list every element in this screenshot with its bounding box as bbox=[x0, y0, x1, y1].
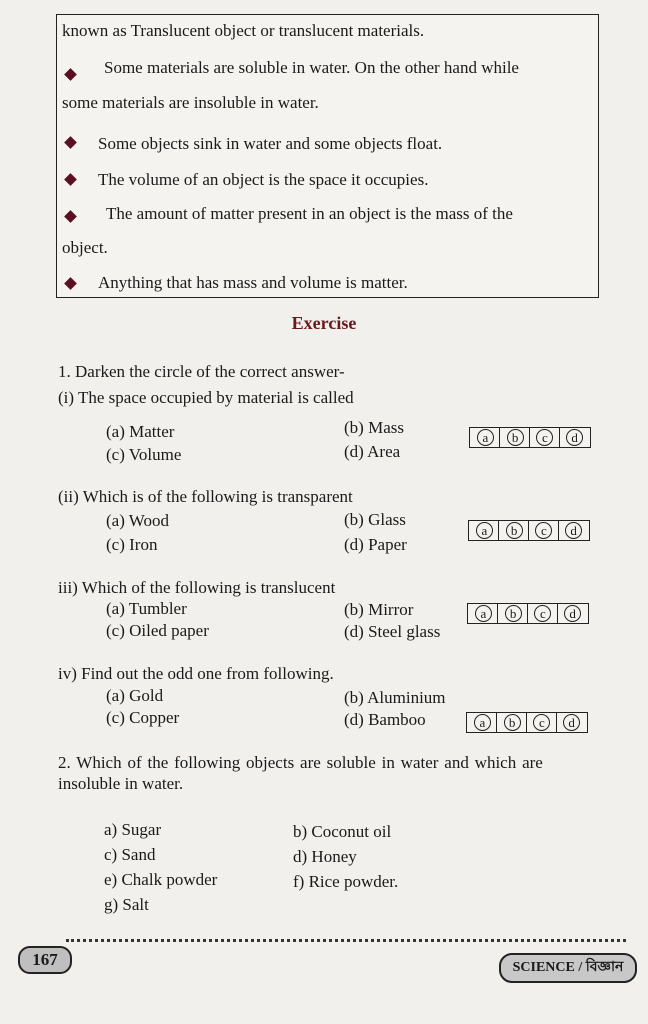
answer-circle-b[interactable]: b bbox=[506, 522, 523, 539]
question-text: iv) Find out the odd one from following. bbox=[58, 664, 334, 683]
question-text-cont: insoluble in water. bbox=[58, 774, 184, 793]
answer-circle-c[interactable]: c bbox=[535, 522, 552, 539]
answer-circle-c[interactable]: c bbox=[536, 429, 553, 446]
page-number: 167 bbox=[18, 946, 72, 974]
option-c: (c) Volume bbox=[106, 445, 182, 464]
summary-bullet: Anything that has mass and volume is matter. bbox=[98, 273, 408, 292]
question-text: (ii) Which is of the following is transparent bbox=[58, 487, 353, 506]
summary-bullet: Some materials are soluble in water. On the other hand while bbox=[104, 58, 519, 77]
question-text: (i) The space occupied by material is called bbox=[58, 388, 354, 407]
option-a: (a) Matter bbox=[106, 422, 175, 441]
option-c: (c) Iron bbox=[106, 535, 158, 554]
answer-options bbox=[467, 603, 589, 624]
answer-circle-d[interactable]: d bbox=[565, 522, 582, 539]
option-d: (d) Bamboo bbox=[344, 710, 426, 729]
answer-circle-d[interactable]: d bbox=[563, 714, 580, 731]
answer-circle-c[interactable]: c bbox=[533, 714, 550, 731]
option-a: (a) Gold bbox=[106, 686, 164, 705]
list-item: d) Honey bbox=[293, 847, 357, 866]
summary-line: known as Translucent object or translucent materials. bbox=[62, 21, 425, 40]
summary-bullet-cont: object. bbox=[62, 238, 108, 257]
option-a: (a) Wood bbox=[106, 511, 169, 530]
option-c: (c) Oiled paper bbox=[106, 621, 209, 640]
summary-bullet: The volume of an object is the space it occupies. bbox=[98, 170, 429, 189]
answer-circle-b[interactable]: b bbox=[505, 605, 522, 622]
list-item: a) Sugar bbox=[104, 820, 162, 839]
list-item: f) Rice powder. bbox=[293, 872, 399, 891]
answer-circle-a[interactable]: a bbox=[474, 714, 491, 731]
list-item: c) Sand bbox=[104, 845, 156, 864]
list-item: g) Salt bbox=[104, 895, 149, 914]
subject-label: SCIENCE / বিজ্ঞান bbox=[499, 953, 637, 983]
footer-divider bbox=[66, 939, 626, 942]
option-d: (d) Paper bbox=[344, 535, 407, 554]
answer-options bbox=[466, 712, 588, 733]
list-item: b) Coconut oil bbox=[293, 822, 392, 841]
option-d: (d) Area bbox=[344, 442, 401, 461]
answer-circle-a[interactable]: a bbox=[477, 429, 494, 446]
answer-circle-d[interactable]: d bbox=[564, 605, 581, 622]
option-d: (d) Steel glass bbox=[344, 622, 441, 641]
question-text: 2. Which of the following objects are soluble in water and which are bbox=[58, 753, 543, 772]
answer-circle-d[interactable]: d bbox=[566, 429, 583, 446]
option-b: (b) Mass bbox=[344, 418, 404, 437]
list-item: e) Chalk powder bbox=[104, 870, 218, 889]
exercise-title: Exercise bbox=[291, 313, 357, 333]
answer-circle-a[interactable]: a bbox=[476, 522, 493, 539]
summary-box bbox=[56, 14, 599, 298]
summary-bullet: The amount of matter present in an object is the mass of the bbox=[106, 204, 513, 223]
answer-circle-b[interactable]: b bbox=[507, 429, 524, 446]
option-b: (b) Aluminium bbox=[344, 688, 446, 707]
answer-options bbox=[468, 520, 590, 541]
question-intro: 1. Darken the circle of the correct answer- bbox=[58, 362, 345, 381]
option-b: (b) Mirror bbox=[344, 600, 414, 619]
answer-circle-c[interactable]: c bbox=[534, 605, 551, 622]
answer-circle-b[interactable]: b bbox=[504, 714, 521, 731]
answer-circle-a[interactable]: a bbox=[475, 605, 492, 622]
summary-bullet-cont: some materials are insoluble in water. bbox=[62, 93, 319, 112]
option-a: (a) Tumbler bbox=[106, 599, 187, 618]
answer-options bbox=[469, 427, 591, 448]
option-c: (c) Copper bbox=[106, 708, 180, 727]
option-b: (b) Glass bbox=[344, 510, 406, 529]
summary-bullet: Some objects sink in water and some objects float. bbox=[98, 134, 443, 153]
question-text: iii) Which of the following is translucent bbox=[58, 578, 336, 597]
